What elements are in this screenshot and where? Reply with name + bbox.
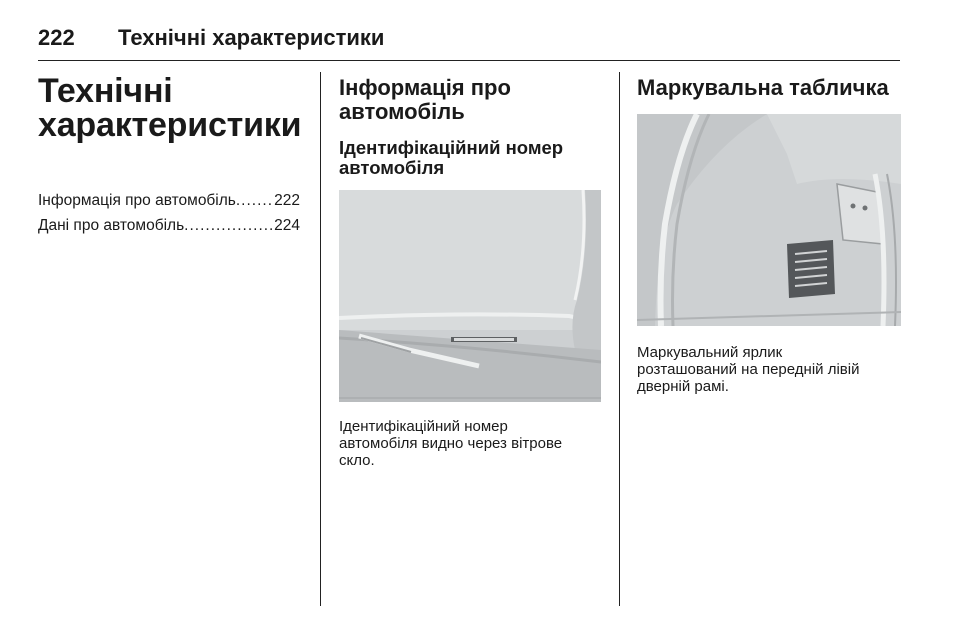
column-vehicle-info <box>339 62 601 484</box>
page-header <box>38 18 384 58</box>
door-frame-drawing <box>637 114 901 326</box>
section-title-line2: автомобіль <box>339 99 465 124</box>
table-of-contents <box>38 188 300 238</box>
chapter-title-line2: характеристики <box>38 106 302 144</box>
windshield-drawing <box>339 190 601 402</box>
chapter-title-line1: Технічні <box>38 72 173 110</box>
header-divider <box>38 60 900 61</box>
section-title-line1: Інформація про <box>339 75 511 100</box>
toc-entry-label: Інформація про автомобіль <box>38 192 236 209</box>
vin-windshield-illustration <box>339 190 601 402</box>
page-number: 222 <box>38 25 75 50</box>
column-identification-plate <box>637 62 901 410</box>
door-frame-label-illustration <box>637 114 901 326</box>
column-chapter-intro <box>38 62 300 238</box>
plate-caption-line3: дверній рамі. <box>637 378 729 395</box>
vin-caption <box>339 418 601 469</box>
toc-entry-page: 222 <box>274 192 300 209</box>
running-header-title: Технічні характеристики <box>118 25 385 50</box>
subsection-title-line2: автомобіля <box>339 157 445 178</box>
vin-caption-line1: Ідентифікаційний номер <box>339 418 508 435</box>
chapter-title <box>38 74 300 142</box>
toc-entry[interactable] <box>38 188 300 213</box>
toc-entry[interactable] <box>38 213 300 238</box>
column-divider-1 <box>320 72 321 606</box>
vin-caption-line2: автомобіля видно через вітрове <box>339 435 563 452</box>
vin-caption-line3: скло. <box>339 452 375 469</box>
toc-entry-page: 224 <box>274 217 300 234</box>
section-title: Маркувальна табличка <box>637 75 889 100</box>
plate-caption-line2: розташований на передній лівій <box>637 361 860 378</box>
section-title <box>339 76 601 124</box>
subsection-title-line1: Ідентифікаційний номер <box>339 137 564 158</box>
toc-entry-label: Дані про автомобіль <box>38 217 185 234</box>
subsection-title <box>339 138 601 178</box>
toc-leader-dots <box>236 188 274 213</box>
toc-leader-dots <box>184 213 274 238</box>
plate-caption <box>637 344 901 395</box>
column-divider-2 <box>619 72 620 606</box>
plate-caption-line1: Маркувальний ярлик <box>637 344 783 361</box>
